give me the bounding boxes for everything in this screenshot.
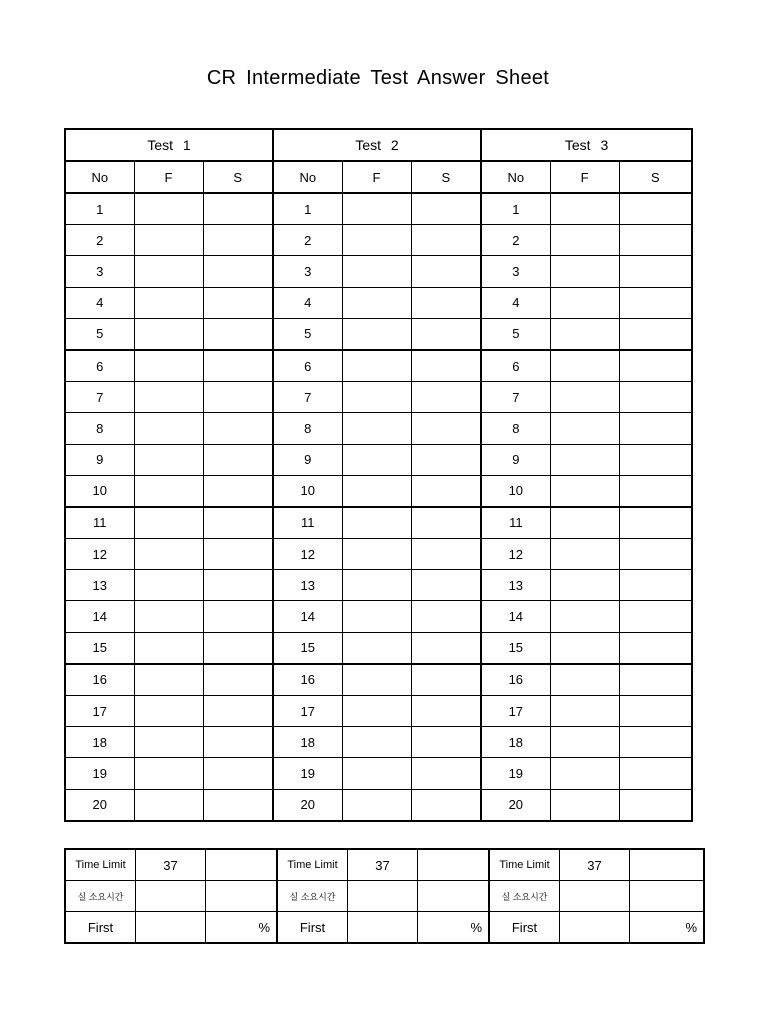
second-answer-cell[interactable] — [203, 789, 273, 821]
time-limit-label: Time Limit — [277, 849, 348, 881]
second-answer-cell[interactable] — [203, 444, 273, 475]
first-answer-cell[interactable] — [342, 664, 411, 696]
second-answer-cell[interactable] — [619, 696, 692, 727]
second-answer-cell[interactable] — [203, 318, 273, 350]
second-answer-cell[interactable] — [203, 225, 273, 256]
question-number: 13 — [481, 570, 550, 601]
question-number: 6 — [273, 350, 342, 382]
second-answer-cell[interactable] — [411, 601, 481, 632]
first-answer-cell[interactable] — [342, 413, 411, 444]
actual-time-label: 실 소요시간 — [277, 881, 348, 912]
first-score-value[interactable] — [348, 912, 418, 944]
question-number: 1 — [273, 193, 342, 225]
first-answer-cell[interactable] — [342, 475, 411, 507]
second-answer-cell[interactable] — [203, 193, 273, 225]
question-number: 6 — [65, 350, 134, 382]
table-row — [65, 727, 692, 758]
table-row — [65, 507, 692, 539]
first-answer-cell[interactable] — [134, 350, 203, 382]
question-number: 11 — [65, 507, 134, 539]
first-answer-cell[interactable] — [342, 382, 411, 413]
second-answer-cell[interactable] — [411, 570, 481, 601]
question-number: 7 — [273, 382, 342, 413]
second-answer-cell[interactable] — [411, 382, 481, 413]
question-number: 16 — [481, 664, 550, 696]
first-answer-cell[interactable] — [342, 444, 411, 475]
second-answer-cell[interactable] — [203, 539, 273, 570]
first-answer-cell[interactable] — [550, 287, 619, 318]
percent-sign: % — [418, 912, 490, 944]
second-answer-cell[interactable] — [203, 664, 273, 696]
table-row — [65, 632, 692, 664]
first-answer-cell[interactable] — [550, 696, 619, 727]
first-answer-cell[interactable] — [134, 193, 203, 225]
question-number: 3 — [481, 256, 550, 287]
table-row — [65, 696, 692, 727]
second-answer-cell[interactable] — [203, 382, 273, 413]
first-answer-cell[interactable] — [134, 225, 203, 256]
question-number: 2 — [65, 225, 134, 256]
question-number: 11 — [481, 507, 550, 539]
first-answer-cell[interactable] — [550, 570, 619, 601]
question-number: 9 — [481, 444, 550, 475]
question-number: 10 — [481, 475, 550, 507]
column-header-s: S — [203, 161, 273, 193]
second-answer-cell[interactable] — [203, 758, 273, 789]
first-answer-cell[interactable] — [342, 570, 411, 601]
first-answer-cell[interactable] — [342, 225, 411, 256]
first-answer-cell[interactable] — [134, 727, 203, 758]
second-answer-cell[interactable] — [411, 444, 481, 475]
second-answer-cell[interactable] — [203, 350, 273, 382]
first-answer-cell[interactable] — [342, 539, 411, 570]
first-answer-cell[interactable] — [550, 413, 619, 444]
second-answer-cell[interactable] — [411, 350, 481, 382]
table-row — [65, 475, 692, 507]
question-number: 17 — [273, 696, 342, 727]
column-header-s: S — [619, 161, 692, 193]
question-number: 4 — [273, 287, 342, 318]
second-answer-cell[interactable] — [619, 318, 692, 350]
question-number: 16 — [65, 664, 134, 696]
question-number: 19 — [273, 758, 342, 789]
question-number: 20 — [65, 789, 134, 821]
actual-time-extra[interactable] — [206, 881, 278, 912]
actual-time-label: 실 소요시간 — [489, 881, 560, 912]
first-answer-cell[interactable] — [550, 318, 619, 350]
first-answer-cell[interactable] — [134, 318, 203, 350]
second-answer-cell[interactable] — [411, 193, 481, 225]
second-answer-cell[interactable] — [619, 632, 692, 664]
second-answer-cell[interactable] — [411, 507, 481, 539]
question-number: 7 — [65, 382, 134, 413]
first-answer-cell[interactable] — [342, 632, 411, 664]
first-answer-cell[interactable] — [342, 601, 411, 632]
first-answer-cell[interactable] — [550, 601, 619, 632]
time-limit-value[interactable]: 37 — [348, 849, 418, 881]
test-1-header: Test 1 — [65, 129, 273, 161]
actual-time-row — [65, 881, 704, 912]
table-row — [65, 758, 692, 789]
time-limit-value[interactable]: 37 — [560, 849, 630, 881]
first-answer-cell[interactable] — [550, 632, 619, 664]
question-number: 14 — [65, 601, 134, 632]
question-number: 11 — [273, 507, 342, 539]
question-number: 10 — [273, 475, 342, 507]
column-header-f: F — [342, 161, 411, 193]
question-number: 4 — [481, 287, 550, 318]
second-answer-cell[interactable] — [619, 256, 692, 287]
column-header-no: No — [65, 161, 134, 193]
second-answer-cell[interactable] — [411, 758, 481, 789]
first-answer-cell[interactable] — [342, 727, 411, 758]
question-number: 20 — [481, 789, 550, 821]
first-answer-cell[interactable] — [342, 318, 411, 350]
second-answer-cell[interactable] — [411, 632, 481, 664]
second-answer-cell[interactable] — [411, 539, 481, 570]
question-number: 3 — [273, 256, 342, 287]
second-answer-cell[interactable] — [619, 664, 692, 696]
second-answer-cell[interactable] — [411, 664, 481, 696]
summary-table — [64, 848, 705, 944]
second-answer-cell[interactable] — [203, 475, 273, 507]
question-number: 2 — [273, 225, 342, 256]
time-limit-extra[interactable] — [630, 849, 705, 881]
second-answer-cell[interactable] — [619, 570, 692, 601]
second-answer-cell[interactable] — [203, 570, 273, 601]
first-answer-cell[interactable] — [550, 193, 619, 225]
question-number: 3 — [65, 256, 134, 287]
table-row — [65, 225, 692, 256]
first-answer-cell[interactable] — [550, 664, 619, 696]
first-answer-cell[interactable] — [342, 696, 411, 727]
first-score-row — [65, 912, 704, 944]
second-answer-cell[interactable] — [619, 225, 692, 256]
column-header-no: No — [273, 161, 342, 193]
first-answer-cell[interactable] — [134, 507, 203, 539]
second-answer-cell[interactable] — [619, 601, 692, 632]
table-row — [65, 193, 692, 225]
first-answer-cell[interactable] — [134, 664, 203, 696]
first-answer-cell[interactable] — [550, 350, 619, 382]
question-number: 15 — [481, 632, 550, 664]
second-answer-cell[interactable] — [411, 318, 481, 350]
table-row — [65, 287, 692, 318]
first-answer-cell[interactable] — [134, 570, 203, 601]
table-row — [65, 318, 692, 350]
test-header-row — [65, 129, 692, 161]
second-answer-cell[interactable] — [411, 475, 481, 507]
first-answer-cell[interactable] — [134, 444, 203, 475]
second-answer-cell[interactable] — [411, 225, 481, 256]
second-answer-cell[interactable] — [619, 350, 692, 382]
first-answer-cell[interactable] — [134, 475, 203, 507]
second-answer-cell[interactable] — [411, 727, 481, 758]
second-answer-cell[interactable] — [619, 475, 692, 507]
question-number: 1 — [481, 193, 550, 225]
question-number: 1 — [65, 193, 134, 225]
first-answer-cell[interactable] — [134, 539, 203, 570]
first-score-value[interactable] — [560, 912, 630, 944]
first-answer-cell[interactable] — [550, 444, 619, 475]
first-answer-cell[interactable] — [342, 256, 411, 287]
column-header-f: F — [550, 161, 619, 193]
second-answer-cell[interactable] — [203, 632, 273, 664]
question-number: 7 — [481, 382, 550, 413]
second-answer-cell[interactable] — [619, 727, 692, 758]
first-answer-cell[interactable] — [550, 475, 619, 507]
second-answer-cell[interactable] — [203, 727, 273, 758]
table-row — [65, 789, 692, 821]
question-number: 13 — [273, 570, 342, 601]
second-answer-cell[interactable] — [619, 193, 692, 225]
table-row — [65, 664, 692, 696]
first-answer-cell[interactable] — [550, 507, 619, 539]
second-answer-cell[interactable] — [203, 601, 273, 632]
question-number: 5 — [65, 318, 134, 350]
second-answer-cell[interactable] — [411, 696, 481, 727]
first-answer-cell[interactable] — [550, 758, 619, 789]
first-score-label: First — [489, 912, 560, 944]
second-answer-cell[interactable] — [203, 507, 273, 539]
first-answer-cell[interactable] — [134, 789, 203, 821]
column-header-s: S — [411, 161, 481, 193]
question-number: 12 — [481, 539, 550, 570]
actual-time-value[interactable] — [136, 881, 206, 912]
question-number: 15 — [273, 632, 342, 664]
column-header-no: No — [481, 161, 550, 193]
first-answer-cell[interactable] — [550, 727, 619, 758]
second-answer-cell[interactable] — [203, 696, 273, 727]
second-answer-cell[interactable] — [411, 789, 481, 821]
table-row — [65, 570, 692, 601]
time-limit-label: Time Limit — [65, 849, 136, 881]
percent-sign: % — [206, 912, 278, 944]
question-number: 13 — [65, 570, 134, 601]
first-answer-cell[interactable] — [342, 193, 411, 225]
second-answer-cell[interactable] — [203, 287, 273, 318]
second-answer-cell[interactable] — [203, 256, 273, 287]
question-number: 10 — [65, 475, 134, 507]
answer-table — [64, 128, 693, 822]
table-row — [65, 601, 692, 632]
question-number: 17 — [481, 696, 550, 727]
second-answer-cell[interactable] — [411, 256, 481, 287]
percent-sign: % — [630, 912, 705, 944]
first-score-label: First — [65, 912, 136, 944]
first-answer-cell[interactable] — [134, 382, 203, 413]
question-number: 17 — [65, 696, 134, 727]
first-score-label: First — [277, 912, 348, 944]
question-number: 18 — [65, 727, 134, 758]
time-limit-extra[interactable] — [418, 849, 490, 881]
column-header-row — [65, 161, 692, 193]
question-number: 19 — [65, 758, 134, 789]
question-number: 8 — [273, 413, 342, 444]
question-number: 5 — [273, 318, 342, 350]
question-number: 5 — [481, 318, 550, 350]
first-answer-cell[interactable] — [342, 350, 411, 382]
table-row — [65, 444, 692, 475]
question-number: 20 — [273, 789, 342, 821]
second-answer-cell[interactable] — [411, 413, 481, 444]
second-answer-cell[interactable] — [411, 287, 481, 318]
actual-time-value[interactable] — [560, 881, 630, 912]
first-answer-cell[interactable] — [134, 601, 203, 632]
question-number: 16 — [273, 664, 342, 696]
table-row — [65, 350, 692, 382]
first-answer-cell[interactable] — [342, 287, 411, 318]
second-answer-cell[interactable] — [619, 789, 692, 821]
question-number: 8 — [481, 413, 550, 444]
question-number: 14 — [273, 601, 342, 632]
first-answer-cell[interactable] — [550, 539, 619, 570]
table-row — [65, 413, 692, 444]
question-number: 19 — [481, 758, 550, 789]
second-answer-cell[interactable] — [619, 539, 692, 570]
second-answer-cell[interactable] — [619, 413, 692, 444]
table-row — [65, 256, 692, 287]
question-number: 8 — [65, 413, 134, 444]
second-answer-cell[interactable] — [619, 287, 692, 318]
actual-time-extra[interactable] — [630, 881, 705, 912]
first-answer-cell[interactable] — [134, 632, 203, 664]
first-answer-cell[interactable] — [342, 507, 411, 539]
second-answer-cell[interactable] — [203, 413, 273, 444]
first-answer-cell[interactable] — [550, 225, 619, 256]
question-number: 6 — [481, 350, 550, 382]
actual-time-label: 실 소요시간 — [65, 881, 136, 912]
actual-time-extra[interactable] — [418, 881, 490, 912]
table-row — [65, 539, 692, 570]
test-2-header: Test 2 — [273, 129, 481, 161]
table-row — [65, 382, 692, 413]
question-number: 14 — [481, 601, 550, 632]
first-answer-cell[interactable] — [550, 789, 619, 821]
time-limit-row — [65, 849, 704, 881]
test-3-header: Test 3 — [481, 129, 692, 161]
question-number: 9 — [65, 444, 134, 475]
page-title: CR Intermediate Test Answer Sheet — [206, 67, 550, 89]
first-answer-cell[interactable] — [134, 287, 203, 318]
first-answer-cell[interactable] — [134, 413, 203, 444]
question-number: 12 — [273, 539, 342, 570]
first-answer-cell[interactable] — [550, 382, 619, 413]
second-answer-cell[interactable] — [619, 758, 692, 789]
question-number: 4 — [65, 287, 134, 318]
second-answer-cell[interactable] — [619, 382, 692, 413]
question-number: 2 — [481, 225, 550, 256]
time-limit-label: Time Limit — [489, 849, 560, 881]
first-answer-cell[interactable] — [134, 256, 203, 287]
first-answer-cell[interactable] — [342, 789, 411, 821]
question-number: 15 — [65, 632, 134, 664]
second-answer-cell[interactable] — [619, 507, 692, 539]
question-number: 18 — [481, 727, 550, 758]
first-answer-cell[interactable] — [134, 696, 203, 727]
first-answer-cell[interactable] — [134, 758, 203, 789]
question-number: 18 — [273, 727, 342, 758]
first-answer-cell[interactable] — [342, 758, 411, 789]
question-number: 12 — [65, 539, 134, 570]
first-score-value[interactable] — [136, 912, 206, 944]
first-answer-cell[interactable] — [550, 256, 619, 287]
question-number: 9 — [273, 444, 342, 475]
second-answer-cell[interactable] — [619, 444, 692, 475]
time-limit-value[interactable]: 37 — [136, 849, 206, 881]
time-limit-extra[interactable] — [206, 849, 278, 881]
actual-time-value[interactable] — [348, 881, 418, 912]
column-header-f: F — [134, 161, 203, 193]
